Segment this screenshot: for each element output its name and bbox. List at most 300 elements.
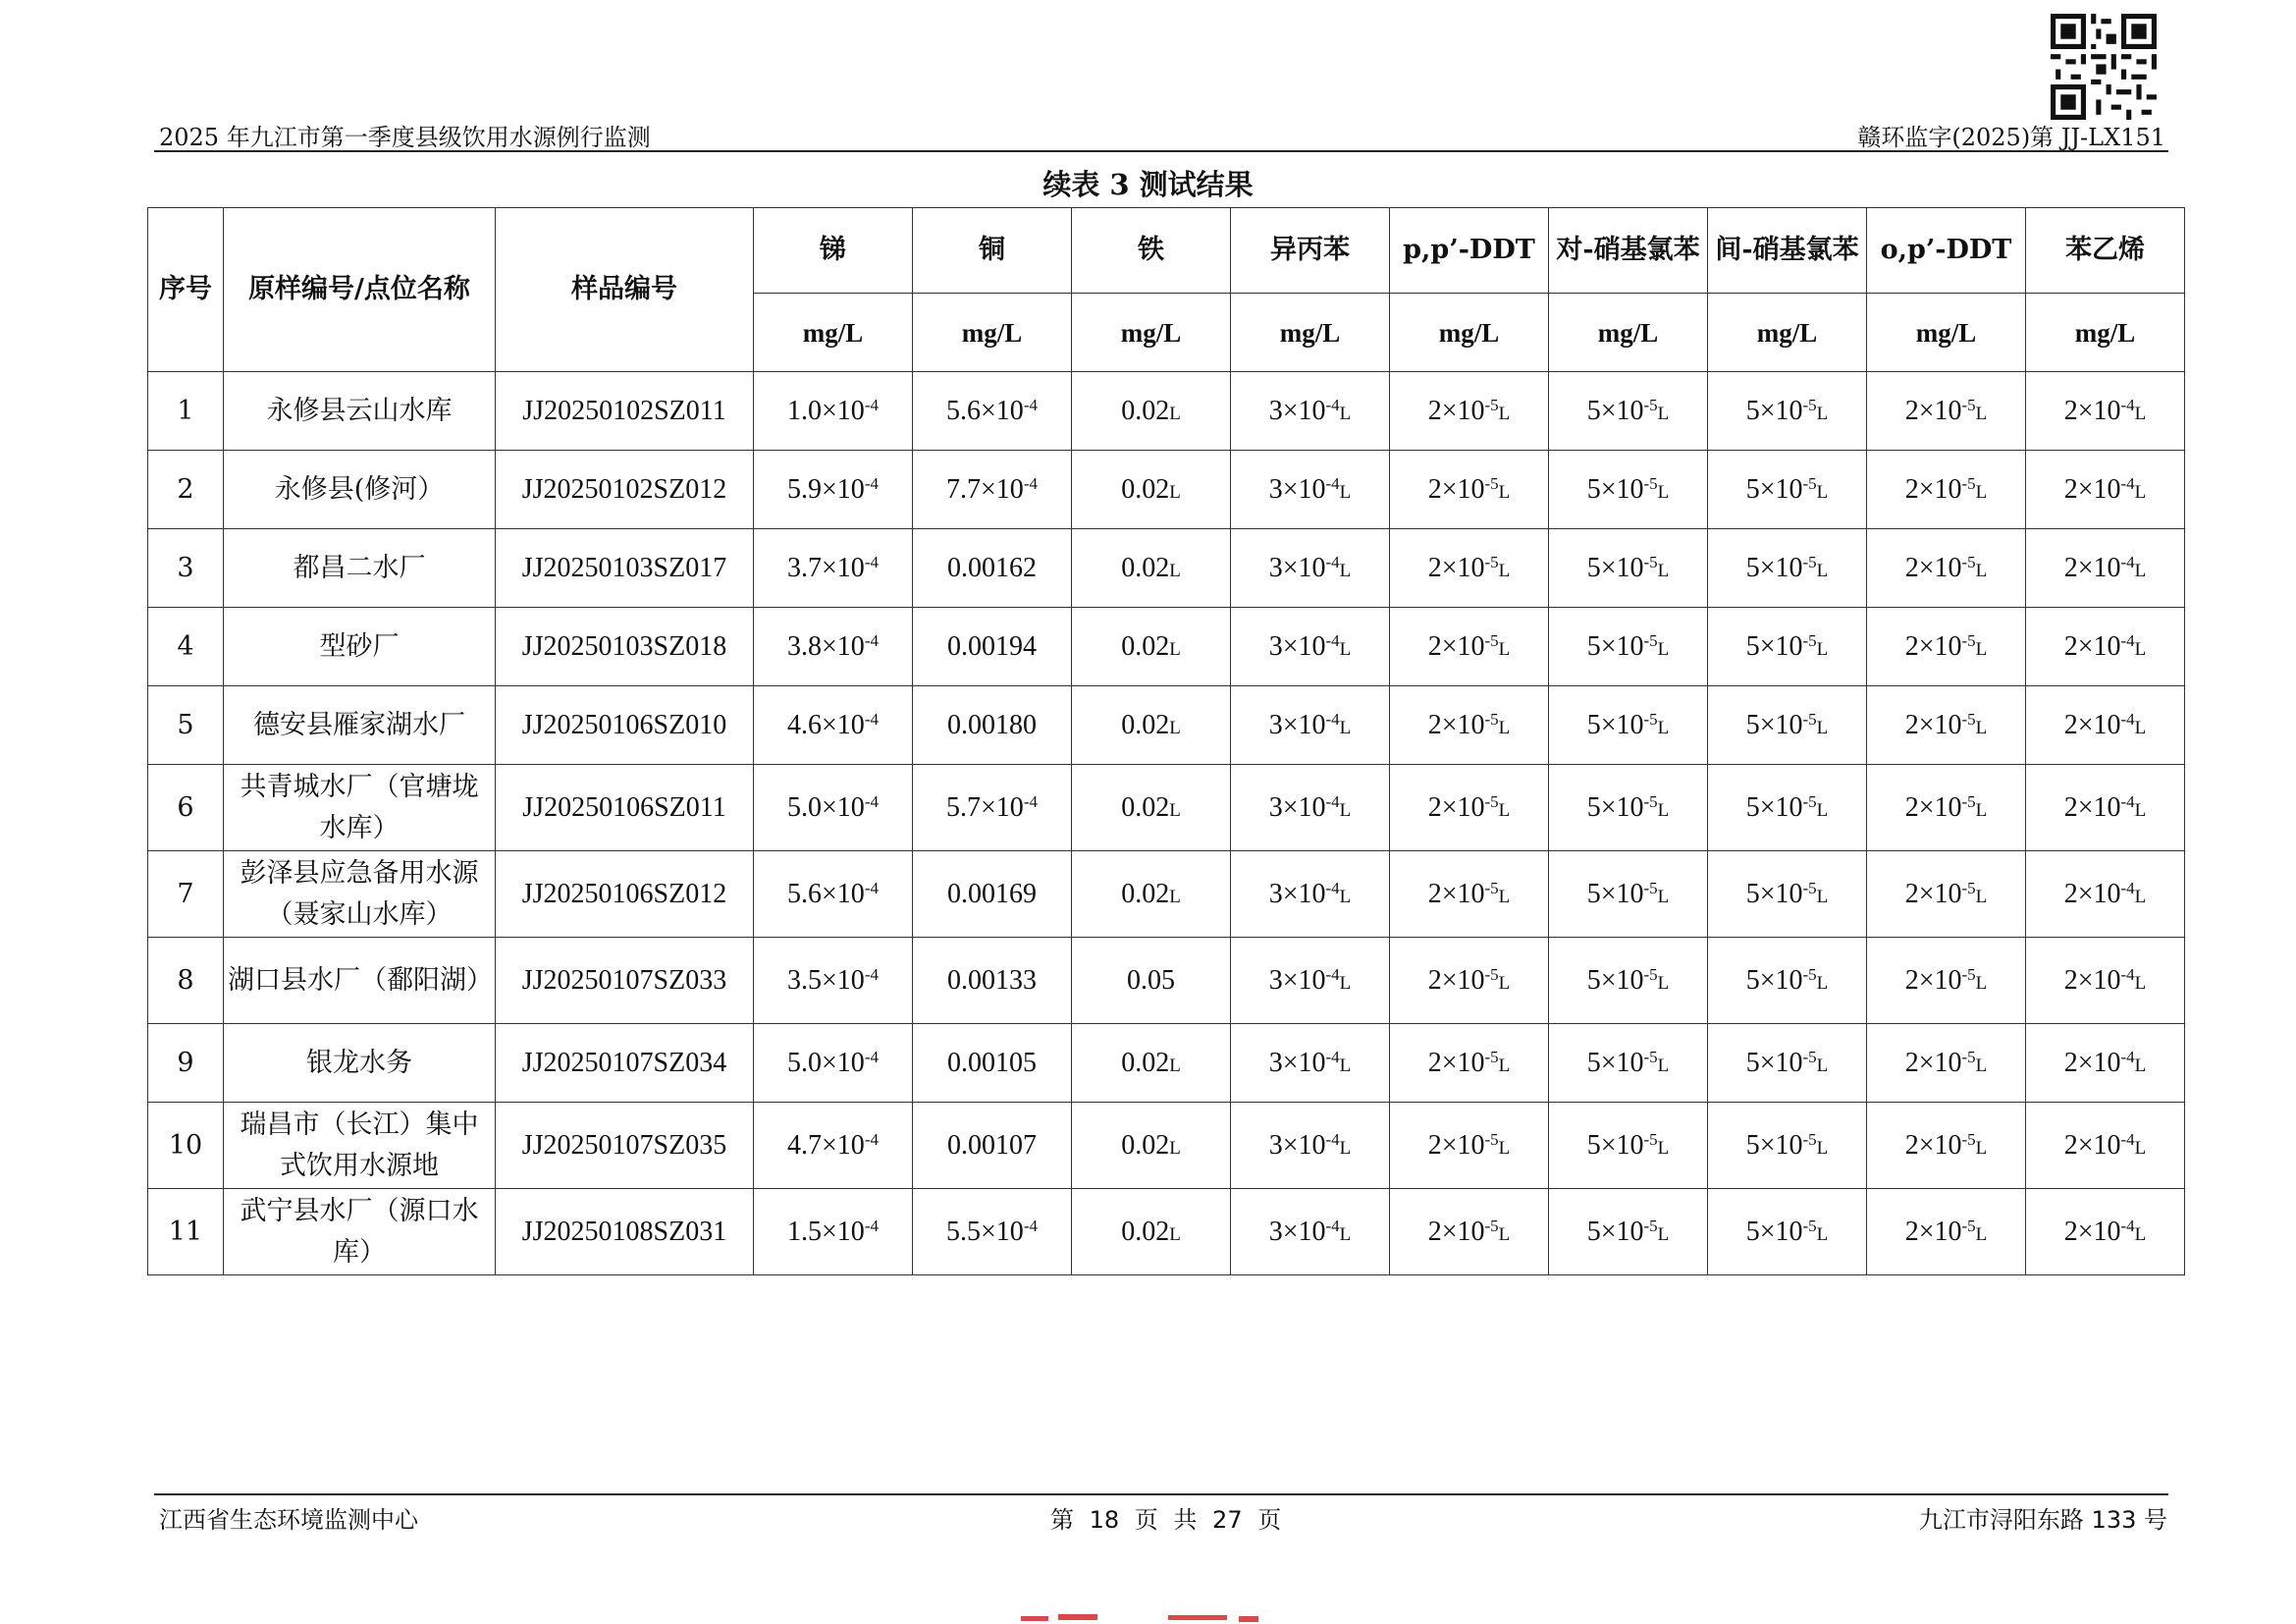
sample-id: JJ20250107SZ034 bbox=[496, 1024, 754, 1103]
value-exponent: -5 bbox=[1484, 878, 1499, 897]
value-mantissa: 5×10 bbox=[1745, 1216, 1803, 1247]
value-mantissa: 4.6×10 bbox=[787, 709, 865, 740]
table-row bbox=[148, 1189, 2185, 1275]
value-mantissa: 2×10 bbox=[1427, 964, 1485, 996]
result-value bbox=[1231, 686, 1390, 765]
result-value bbox=[2026, 372, 2185, 451]
value-mantissa: 2×10 bbox=[2063, 473, 2121, 505]
value-mantissa: 5×10 bbox=[1745, 552, 1803, 583]
value-mantissa: 2×10 bbox=[2063, 552, 2121, 583]
value-exponent: -5 bbox=[1961, 791, 1976, 811]
value-mantissa: 0.05 bbox=[1127, 964, 1175, 996]
result-value bbox=[913, 1024, 1072, 1103]
value-mantissa: 5×10 bbox=[1745, 630, 1803, 662]
value-mantissa: 3×10 bbox=[1268, 964, 1326, 996]
value-mantissa: 3×10 bbox=[1268, 552, 1326, 583]
site-name: 共青城水厂（官塘垅水库） bbox=[224, 765, 496, 851]
result-value bbox=[1549, 529, 1708, 608]
sample-id: JJ20250103SZ018 bbox=[496, 608, 754, 686]
result-value bbox=[1231, 1189, 1390, 1275]
value-exponent: -4 bbox=[864, 473, 879, 493]
result-value bbox=[1867, 765, 2026, 851]
value-exponent: -4 bbox=[1325, 964, 1340, 984]
value-mantissa: 0.00180 bbox=[947, 709, 1037, 740]
value-exponent: -4 bbox=[1325, 473, 1340, 493]
below-detection-flag: L bbox=[1657, 972, 1670, 994]
result-value bbox=[1549, 451, 1708, 529]
below-detection-flag: L bbox=[2134, 717, 2147, 738]
below-detection-flag: L bbox=[1816, 638, 1829, 660]
value-exponent: -4 bbox=[1325, 1047, 1340, 1066]
result-value bbox=[913, 372, 1072, 451]
value-mantissa: 2×10 bbox=[2063, 1216, 2121, 1247]
table-row bbox=[148, 765, 2185, 851]
below-detection-flag: L bbox=[1975, 1055, 1988, 1076]
result-value bbox=[1231, 1024, 1390, 1103]
result-value bbox=[1708, 765, 1867, 851]
value-mantissa: 2×10 bbox=[1904, 1047, 1962, 1078]
value-mantissa: 5.7×10 bbox=[946, 791, 1024, 823]
value-exponent: -5 bbox=[1484, 1129, 1499, 1149]
table-row bbox=[148, 1024, 2185, 1103]
result-value bbox=[754, 1024, 913, 1103]
value-exponent: -4 bbox=[864, 1216, 879, 1235]
value-mantissa: 2×10 bbox=[1427, 791, 1485, 823]
value-exponent: -5 bbox=[1961, 473, 1976, 493]
value-mantissa: 3×10 bbox=[1268, 1047, 1326, 1078]
below-detection-flag: L bbox=[1498, 799, 1511, 821]
below-detection-flag: L bbox=[1498, 638, 1511, 660]
result-value bbox=[1231, 372, 1390, 451]
value-exponent: -5 bbox=[1484, 1216, 1499, 1235]
value-exponent: -4 bbox=[1325, 630, 1340, 650]
below-detection-flag: L bbox=[1816, 972, 1829, 994]
value-mantissa: 2×10 bbox=[1904, 1216, 1962, 1247]
result-value bbox=[1072, 529, 1231, 608]
site-name: 都昌二水厂 bbox=[224, 529, 496, 608]
result-value bbox=[1390, 1103, 1549, 1189]
value-mantissa: 2×10 bbox=[2063, 1129, 2121, 1161]
value-mantissa: 5×10 bbox=[1586, 878, 1644, 909]
result-value bbox=[2026, 686, 2185, 765]
value-mantissa: 5×10 bbox=[1745, 1129, 1803, 1161]
value-exponent: -5 bbox=[1802, 630, 1817, 650]
value-mantissa: 5×10 bbox=[1586, 630, 1644, 662]
value-mantissa: 2×10 bbox=[1427, 552, 1485, 583]
value-exponent: -4 bbox=[2120, 964, 2135, 984]
value-mantissa: 2×10 bbox=[1427, 1047, 1485, 1078]
below-detection-flag: L bbox=[2134, 638, 2147, 660]
value-exponent: -4 bbox=[1325, 1129, 1340, 1149]
value-exponent: -4 bbox=[2120, 473, 2135, 493]
value-exponent: -5 bbox=[1802, 1129, 1817, 1149]
below-detection-flag: L bbox=[1816, 481, 1829, 503]
result-value bbox=[1549, 608, 1708, 686]
below-detection-flag: L bbox=[1975, 972, 1988, 994]
result-value bbox=[1867, 686, 2026, 765]
below-detection-flag: L bbox=[1169, 1055, 1181, 1076]
below-detection-flag: L bbox=[1975, 638, 1988, 660]
col-header-unit: mg/L bbox=[1708, 294, 1867, 372]
value-exponent: -4 bbox=[864, 878, 879, 897]
table-row bbox=[148, 608, 2185, 686]
site-name: 湖口县水厂（鄱阳湖） bbox=[224, 938, 496, 1024]
result-value bbox=[2026, 451, 2185, 529]
report-number: 赣环监字(2025)第 JJ-LX151 bbox=[1857, 124, 2165, 151]
table-row bbox=[148, 851, 2185, 938]
result-value bbox=[1867, 851, 2026, 938]
result-value bbox=[2026, 851, 2185, 938]
sample-id: JJ20250107SZ033 bbox=[496, 938, 754, 1024]
below-detection-flag: L bbox=[1339, 717, 1352, 738]
value-mantissa: 3×10 bbox=[1268, 791, 1326, 823]
result-value bbox=[913, 529, 1072, 608]
value-mantissa: 1.5×10 bbox=[787, 1216, 865, 1247]
value-mantissa: 2×10 bbox=[1427, 630, 1485, 662]
value-mantissa: 0.00162 bbox=[947, 552, 1037, 583]
sample-id: JJ20250102SZ012 bbox=[496, 451, 754, 529]
value-mantissa: 2×10 bbox=[1427, 1129, 1485, 1161]
value-exponent: -4 bbox=[864, 1129, 879, 1149]
value-exponent: -4 bbox=[1325, 709, 1340, 729]
value-exponent: -4 bbox=[1325, 878, 1340, 897]
value-mantissa: 2×10 bbox=[2063, 709, 2121, 740]
result-value bbox=[1072, 451, 1231, 529]
result-value bbox=[1708, 686, 1867, 765]
below-detection-flag: L bbox=[1339, 799, 1352, 821]
table-row bbox=[148, 938, 2185, 1024]
result-value bbox=[2026, 608, 2185, 686]
value-exponent: -4 bbox=[1325, 552, 1340, 571]
result-value bbox=[913, 608, 1072, 686]
value-mantissa: 5.6×10 bbox=[787, 878, 865, 909]
col-header-unit: mg/L bbox=[754, 294, 913, 372]
value-mantissa: 5.5×10 bbox=[946, 1216, 1024, 1247]
result-value bbox=[1072, 851, 1231, 938]
site-name: 银龙水务 bbox=[224, 1024, 496, 1103]
value-exponent: -5 bbox=[1961, 1129, 1976, 1149]
value-mantissa: 5.9×10 bbox=[787, 473, 865, 505]
value-mantissa: 3×10 bbox=[1268, 395, 1326, 426]
qr-code-icon bbox=[2051, 14, 2157, 120]
value-exponent: -4 bbox=[2120, 1129, 2135, 1149]
value-mantissa: 0.02 bbox=[1121, 395, 1170, 426]
below-detection-flag: L bbox=[1975, 1223, 1988, 1245]
value-mantissa: 3×10 bbox=[1268, 878, 1326, 909]
below-detection-flag: L bbox=[1657, 1223, 1670, 1245]
value-exponent: -5 bbox=[1643, 1047, 1658, 1066]
value-mantissa: 0.02 bbox=[1121, 709, 1170, 740]
result-value bbox=[913, 765, 1072, 851]
value-mantissa: 0.00169 bbox=[947, 878, 1037, 909]
value-mantissa: 4.7×10 bbox=[787, 1129, 865, 1161]
result-value bbox=[2026, 1103, 2185, 1189]
value-mantissa: 2×10 bbox=[2063, 791, 2121, 823]
result-value bbox=[2026, 938, 2185, 1024]
result-value bbox=[913, 686, 1072, 765]
sample-id: JJ20250102SZ011 bbox=[496, 372, 754, 451]
value-exponent: -4 bbox=[1325, 791, 1340, 811]
value-mantissa: 2×10 bbox=[1427, 709, 1485, 740]
result-value bbox=[754, 686, 913, 765]
value-mantissa: 2×10 bbox=[1427, 1216, 1485, 1247]
result-value bbox=[1231, 451, 1390, 529]
value-exponent: -5 bbox=[1802, 791, 1817, 811]
value-exponent: -4 bbox=[2120, 395, 2135, 414]
col-header-analyte: 异丙苯 bbox=[1231, 208, 1390, 294]
result-value bbox=[1390, 1024, 1549, 1103]
value-mantissa: 2×10 bbox=[1904, 964, 1962, 996]
below-detection-flag: L bbox=[2134, 481, 2147, 503]
value-exponent: -4 bbox=[1325, 395, 1340, 414]
below-detection-flag: L bbox=[1169, 403, 1181, 424]
value-exponent: -4 bbox=[2120, 1047, 2135, 1066]
result-value bbox=[1390, 686, 1549, 765]
value-mantissa: 0.02 bbox=[1121, 878, 1170, 909]
site-name: 永修县(修河） bbox=[224, 451, 496, 529]
value-mantissa: 0.02 bbox=[1121, 1047, 1170, 1078]
below-detection-flag: L bbox=[1498, 1137, 1511, 1159]
result-value bbox=[1231, 851, 1390, 938]
value-mantissa: 5×10 bbox=[1586, 395, 1644, 426]
result-value bbox=[754, 529, 913, 608]
value-mantissa: 0.02 bbox=[1121, 473, 1170, 505]
below-detection-flag: L bbox=[1339, 886, 1352, 907]
result-value bbox=[1549, 938, 1708, 1024]
below-detection-flag: L bbox=[1975, 799, 1988, 821]
value-exponent: -5 bbox=[1802, 473, 1817, 493]
value-exponent: -5 bbox=[1643, 791, 1658, 811]
below-detection-flag: L bbox=[1816, 886, 1829, 907]
below-detection-flag: L bbox=[2134, 403, 2147, 424]
value-exponent: -4 bbox=[864, 1047, 879, 1066]
value-exponent: -5 bbox=[1802, 878, 1817, 897]
result-value bbox=[913, 938, 1072, 1024]
below-detection-flag: L bbox=[1169, 886, 1181, 907]
below-detection-flag: L bbox=[1339, 638, 1352, 660]
below-detection-flag: L bbox=[2134, 560, 2147, 581]
value-mantissa: 5×10 bbox=[1586, 552, 1644, 583]
below-detection-flag: L bbox=[1169, 1137, 1181, 1159]
below-detection-flag: L bbox=[1339, 560, 1352, 581]
sample-id: JJ20250103SZ017 bbox=[496, 529, 754, 608]
below-detection-flag: L bbox=[1657, 717, 1670, 738]
result-value bbox=[913, 1189, 1072, 1275]
value-exponent: -5 bbox=[1961, 395, 1976, 414]
col-header-analyte: 锑 bbox=[754, 208, 913, 294]
result-value bbox=[1708, 851, 1867, 938]
col-header-analyte: o,p’-DDT bbox=[1867, 208, 2026, 294]
col-header-unit: mg/L bbox=[1390, 294, 1549, 372]
value-exponent: -5 bbox=[1484, 395, 1499, 414]
value-exponent: -5 bbox=[1802, 1216, 1817, 1235]
below-detection-flag: L bbox=[1339, 1055, 1352, 1076]
value-mantissa: 0.00133 bbox=[947, 964, 1037, 996]
results-table bbox=[147, 207, 2185, 1275]
result-value bbox=[1072, 938, 1231, 1024]
value-exponent: -4 bbox=[1325, 1216, 1340, 1235]
below-detection-flag: L bbox=[1498, 560, 1511, 581]
value-exponent: -5 bbox=[1643, 1129, 1658, 1149]
value-exponent: -5 bbox=[1643, 709, 1658, 729]
value-exponent: -5 bbox=[1802, 1047, 1817, 1066]
below-detection-flag: L bbox=[1657, 638, 1670, 660]
value-mantissa: 2×10 bbox=[1427, 395, 1485, 426]
col-header-unit: mg/L bbox=[913, 294, 1072, 372]
result-value bbox=[1867, 1024, 2026, 1103]
below-detection-flag: L bbox=[1816, 799, 1829, 821]
result-value bbox=[1390, 608, 1549, 686]
value-exponent: -5 bbox=[1961, 1047, 1976, 1066]
below-detection-flag: L bbox=[1975, 886, 1988, 907]
col-header-no: 序号 bbox=[148, 208, 224, 372]
value-exponent: -5 bbox=[1643, 552, 1658, 571]
result-value bbox=[2026, 765, 2185, 851]
below-detection-flag: L bbox=[1498, 403, 1511, 424]
result-value bbox=[1231, 765, 1390, 851]
value-exponent: -4 bbox=[2120, 791, 2135, 811]
footer-address: 九江市浔阳东路 133 号 bbox=[1918, 1506, 2167, 1534]
result-value bbox=[1072, 1103, 1231, 1189]
value-exponent: -5 bbox=[1484, 964, 1499, 984]
below-detection-flag: L bbox=[1657, 403, 1670, 424]
value-mantissa: 2×10 bbox=[1904, 395, 1962, 426]
result-value bbox=[1867, 1103, 2026, 1189]
value-exponent: -5 bbox=[1484, 630, 1499, 650]
below-detection-flag: L bbox=[1657, 799, 1670, 821]
value-mantissa: 3.5×10 bbox=[787, 964, 865, 996]
value-exponent: -4 bbox=[1023, 791, 1038, 811]
value-exponent: -5 bbox=[1961, 964, 1976, 984]
result-value bbox=[913, 451, 1072, 529]
value-mantissa: 3×10 bbox=[1268, 709, 1326, 740]
value-mantissa: 2×10 bbox=[1427, 878, 1485, 909]
below-detection-flag: L bbox=[1816, 403, 1829, 424]
value-exponent: -5 bbox=[1643, 473, 1658, 493]
result-value bbox=[2026, 529, 2185, 608]
below-detection-flag: L bbox=[2134, 1055, 2147, 1076]
below-detection-flag: L bbox=[1816, 1223, 1829, 1245]
value-exponent: -4 bbox=[864, 630, 879, 650]
result-value bbox=[1549, 765, 1708, 851]
below-detection-flag: L bbox=[1816, 1137, 1829, 1159]
result-value bbox=[1072, 1189, 1231, 1275]
sample-id: JJ20250106SZ012 bbox=[496, 851, 754, 938]
value-mantissa: 2×10 bbox=[2063, 1047, 2121, 1078]
value-exponent: -5 bbox=[1802, 964, 1817, 984]
value-mantissa: 5×10 bbox=[1586, 964, 1644, 996]
col-header-unit: mg/L bbox=[1549, 294, 1708, 372]
value-mantissa: 2×10 bbox=[1904, 473, 1962, 505]
result-value bbox=[1708, 938, 1867, 1024]
result-value bbox=[1390, 765, 1549, 851]
value-mantissa: 5×10 bbox=[1745, 395, 1803, 426]
below-detection-flag: L bbox=[1498, 481, 1511, 503]
result-value bbox=[1708, 451, 1867, 529]
value-exponent: -5 bbox=[1643, 395, 1658, 414]
value-exponent: -4 bbox=[864, 791, 879, 811]
below-detection-flag: L bbox=[1657, 1137, 1670, 1159]
row-number: 7 bbox=[148, 851, 224, 938]
below-detection-flag: L bbox=[1339, 403, 1352, 424]
value-mantissa: 2×10 bbox=[1904, 552, 1962, 583]
value-mantissa: 2×10 bbox=[1904, 1129, 1962, 1161]
result-value bbox=[913, 851, 1072, 938]
result-value bbox=[1231, 938, 1390, 1024]
value-exponent: -4 bbox=[864, 395, 879, 414]
value-mantissa: 5×10 bbox=[1745, 709, 1803, 740]
value-mantissa: 7.7×10 bbox=[946, 473, 1024, 505]
col-header-analyte: 苯乙烯 bbox=[2026, 208, 2185, 294]
below-detection-flag: L bbox=[1816, 1055, 1829, 1076]
col-header-analyte: 铜 bbox=[913, 208, 1072, 294]
below-detection-flag: L bbox=[1169, 1223, 1181, 1245]
result-value bbox=[754, 372, 913, 451]
value-mantissa: 0.02 bbox=[1121, 1129, 1170, 1161]
value-mantissa: 5×10 bbox=[1586, 1129, 1644, 1161]
value-exponent: -4 bbox=[2120, 630, 2135, 650]
table-row bbox=[148, 372, 2185, 451]
below-detection-flag: L bbox=[1657, 886, 1670, 907]
below-detection-flag: L bbox=[1975, 403, 1988, 424]
value-mantissa: 0.02 bbox=[1121, 791, 1170, 823]
below-detection-flag: L bbox=[1657, 481, 1670, 503]
result-value bbox=[1390, 1189, 1549, 1275]
value-mantissa: 0.02 bbox=[1121, 552, 1170, 583]
below-detection-flag: L bbox=[1498, 717, 1511, 738]
value-exponent: -4 bbox=[2120, 709, 2135, 729]
below-detection-flag: L bbox=[1816, 717, 1829, 738]
sample-id: JJ20250107SZ035 bbox=[496, 1103, 754, 1189]
value-exponent: -5 bbox=[1961, 552, 1976, 571]
row-number: 6 bbox=[148, 765, 224, 851]
value-exponent: -5 bbox=[1961, 709, 1976, 729]
below-detection-flag: L bbox=[1975, 481, 1988, 503]
col-header-analyte: 铁 bbox=[1072, 208, 1231, 294]
result-value bbox=[1072, 608, 1231, 686]
site-name: 瑞昌市（长江）集中式饮用水源地 bbox=[224, 1103, 496, 1189]
value-exponent: -5 bbox=[1643, 1216, 1658, 1235]
value-mantissa: 0.00107 bbox=[947, 1129, 1037, 1161]
result-value bbox=[1549, 686, 1708, 765]
below-detection-flag: L bbox=[1498, 886, 1511, 907]
below-detection-flag: L bbox=[1339, 481, 1352, 503]
row-number: 2 bbox=[148, 451, 224, 529]
below-detection-flag: L bbox=[1975, 717, 1988, 738]
value-mantissa: 2×10 bbox=[2063, 630, 2121, 662]
value-exponent: -5 bbox=[1484, 791, 1499, 811]
value-exponent: -5 bbox=[1484, 552, 1499, 571]
footer-org: 江西省生态环境监测中心 bbox=[159, 1506, 418, 1534]
red-seal-fragment-icon bbox=[1011, 1610, 1286, 1624]
below-detection-flag: L bbox=[2134, 799, 2147, 821]
result-value bbox=[1231, 1103, 1390, 1189]
value-exponent: -4 bbox=[1023, 1216, 1038, 1235]
col-header-site: 原样编号/点位名称 bbox=[224, 208, 496, 372]
value-exponent: -5 bbox=[1484, 1047, 1499, 1066]
result-value bbox=[1390, 372, 1549, 451]
result-value bbox=[1549, 1024, 1708, 1103]
below-detection-flag: L bbox=[1169, 799, 1181, 821]
col-header-unit: mg/L bbox=[1867, 294, 2026, 372]
row-number: 8 bbox=[148, 938, 224, 1024]
value-mantissa: 5×10 bbox=[1586, 709, 1644, 740]
value-mantissa: 2×10 bbox=[1904, 791, 1962, 823]
row-number: 11 bbox=[148, 1189, 224, 1275]
result-value bbox=[1708, 1024, 1867, 1103]
below-detection-flag: L bbox=[1169, 560, 1181, 581]
value-exponent: -5 bbox=[1802, 709, 1817, 729]
